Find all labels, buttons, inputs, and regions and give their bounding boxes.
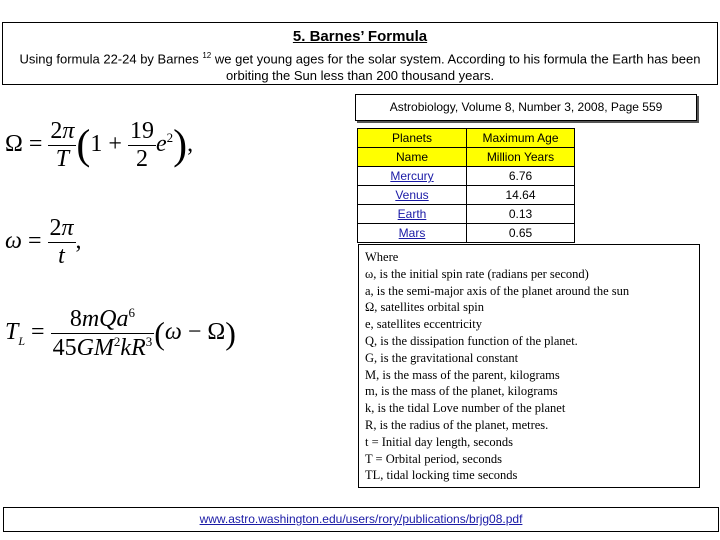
table-row [358, 205, 575, 224]
definition-line: R, is the radius of the planet, metres. [365, 417, 549, 432]
age-cell: 14.64 [467, 186, 575, 205]
equation-omega-orbital: Ω = $\frac{2\pi}{T}$ (1 + $\frac{19}{2}$ $e^2$), [5, 118, 194, 172]
header-cell: Planets [358, 129, 467, 148]
age-cell: 0.13 [467, 205, 575, 224]
title-box [2, 22, 718, 85]
definition-line: e, satellites eccentricity [365, 317, 482, 332]
planet-link-earth[interactable]: Earth [397, 207, 427, 221]
intro-text [3, 47, 717, 84]
page-title: 5. Barnes’ Formula [292, 28, 428, 45]
equation-omega-spin: ω = $\frac{2\pi}{t}$ , [5, 215, 82, 269]
age-cell: 0.65 [467, 224, 575, 243]
definition-line: t = Initial day length, seconds [365, 434, 513, 449]
planet-link-venus[interactable]: Venus [395, 188, 429, 202]
intro-part: we get young ages for the solar system. According to his formula the Earth has been orbiting the Sun less than 200 thousand years. [211, 51, 701, 84]
planet-link-mars[interactable]: Mars [398, 226, 426, 240]
definition-line: TL, tidal locking time seconds [365, 468, 518, 483]
variable-definitions [358, 244, 700, 488]
definition-line: a, is the semi-major axis of the planet around the sun [365, 283, 630, 298]
header-cell: Name [358, 148, 467, 167]
definition-line: Where [365, 250, 399, 264]
planet-ages-table [357, 128, 575, 243]
table-row [358, 224, 575, 243]
table-header-row [358, 129, 575, 148]
table-row [358, 167, 575, 186]
definition-line: T = Orbital period, seconds [365, 451, 502, 466]
definition-line: m, is the mass of the planet, kilograms [365, 384, 558, 399]
table-header-row [358, 148, 575, 167]
definition-line: ω, is the initial spin rate (radians per second) [365, 266, 589, 281]
definition-line: Ω, satellites orbital spin [365, 300, 484, 315]
definition-line: k, is the tidal Love number of the planet [365, 401, 566, 416]
intro-part: Using formula 22-24 by Barnes [19, 51, 203, 67]
definition-line: M, is the mass of the parent, kilograms [365, 367, 560, 382]
source-box [3, 507, 719, 532]
planet-link-mercury[interactable]: Mercury [390, 169, 434, 183]
equation-tidal-locking: $T_L$ = $\frac{8mQa^6}{45GM^2kR^3}$ (ω − Ω) [5, 305, 236, 361]
header-cell: Maximum Age [467, 129, 575, 148]
definition-line: G, is the gravitational constant [365, 350, 519, 365]
header-cell: Million Years [467, 148, 575, 167]
source-link[interactable]: www.astro.washington.edu/users/rory/publications/brjg08.pdf [199, 512, 523, 526]
table-row [358, 186, 575, 205]
age-cell: 6.76 [467, 167, 575, 186]
reference-number: 12 [202, 51, 212, 60]
citation: Astrobiology, Volume 8, Number 3, 2008, Page 559 [355, 94, 697, 121]
definition-line: Q, is the dissipation function of the planet. [365, 333, 578, 348]
